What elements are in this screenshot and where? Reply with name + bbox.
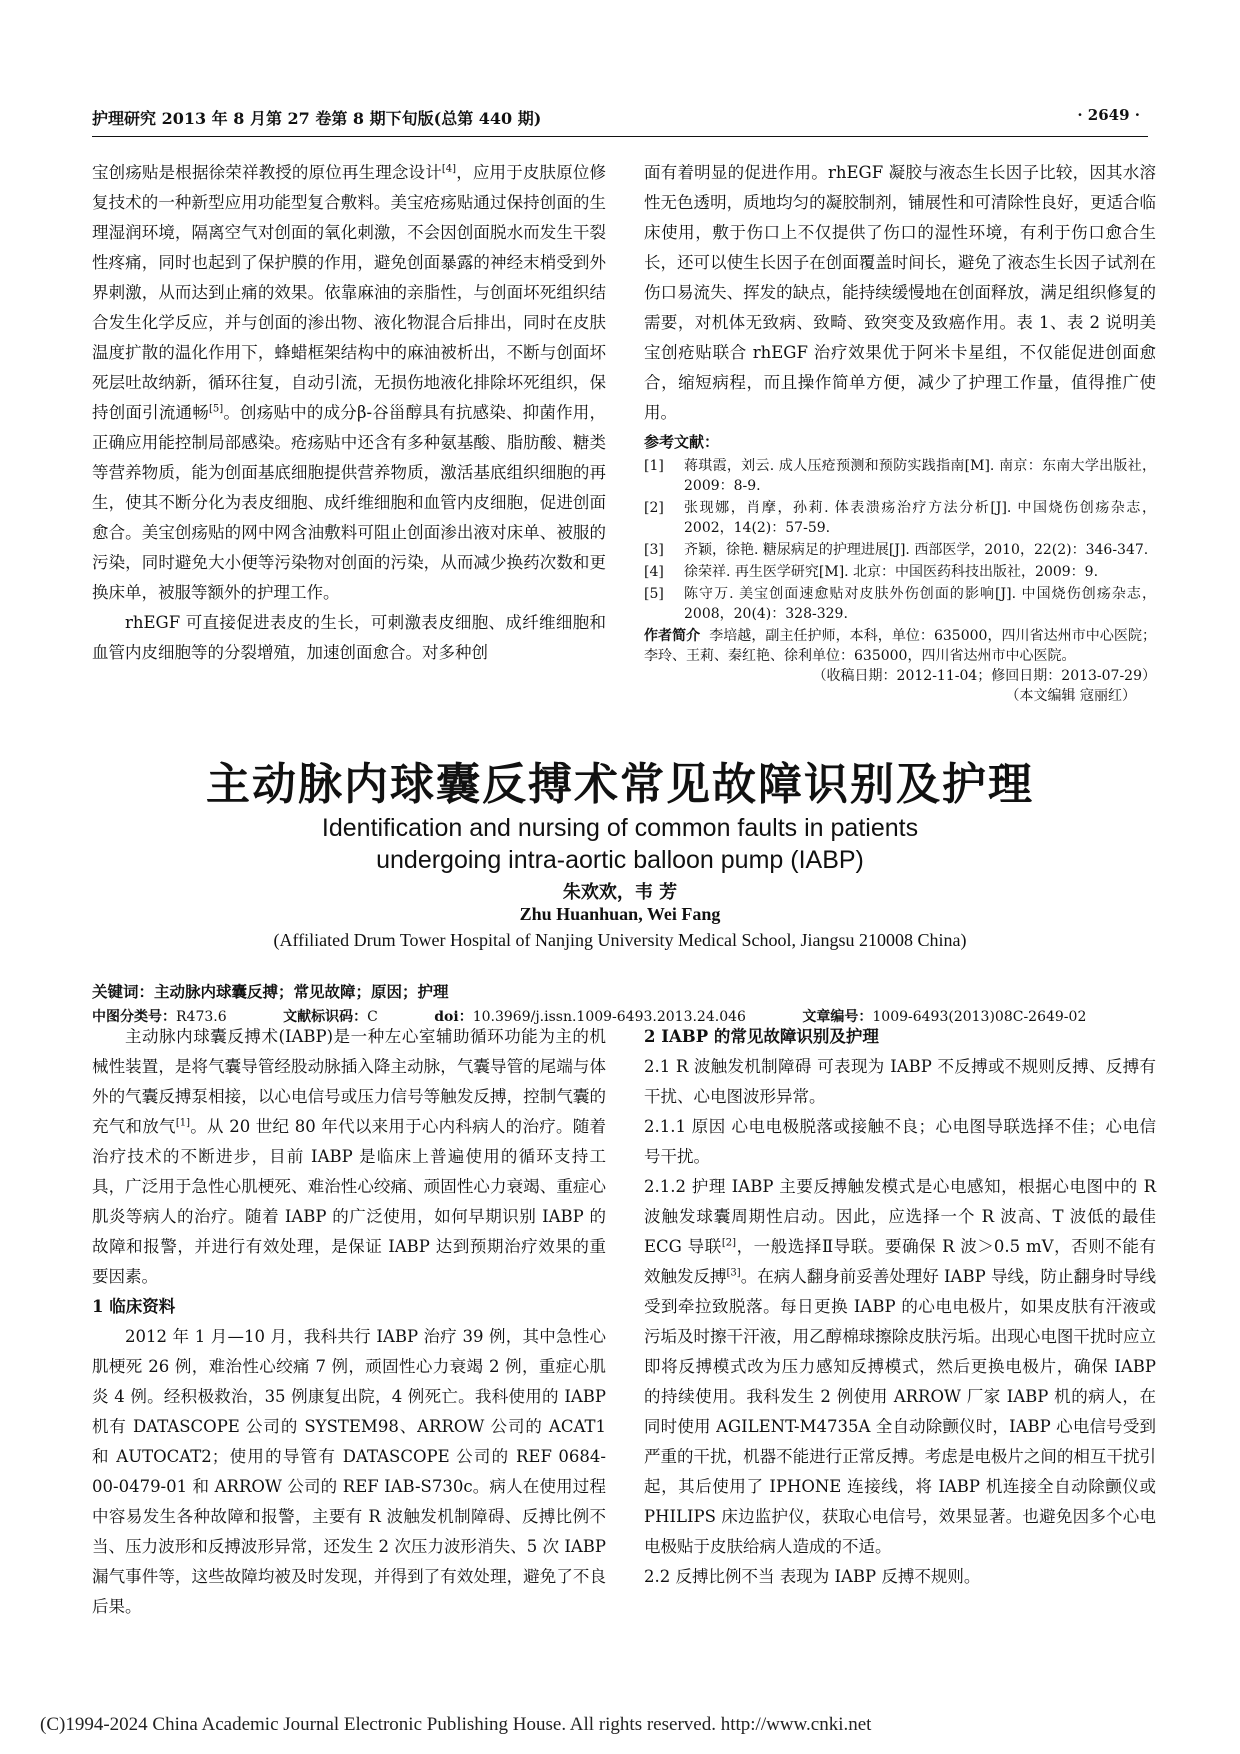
text-span: 主动脉内球囊反搏术(IABP)是一种左心室辅助循环功能为主的机械性装置，是将气囊导管经股动脉插入降主动脉，气囊导管的尾端与体外的气囊反搏泵相接，以心电信号或压力信号等触发反搏，控制气囊的充气和放气 bbox=[92, 1027, 606, 1136]
prev-paragraph-3: 面有着明显的促进作用。rhEGF 凝胶与液态生长因子比较，因其水溶性无色透明，质地均匀的凝胶制剂，铺展性和可清除性良好，更适合临床使用，敷于伤口上不仅提供了伤口的湿性环境，有利于伤口愈合生长，还可以使生长因子在创面覆盖时间长，避免了液态生长因子试剂在伤口易流失、挥发的缺点，能持续缓慢地在创面释放，满足组织修复的需要，对机体无致病、致畸、致突变及致癌作用。表 1、表 2 说明美宝创疮贴联合 rhEGF 治疗效果优于阿米卡星组，不仅能促进创面愈合，缩短病程，而且操作简单方便，减少了护理工作量，值得推广使用。 bbox=[644, 163, 1156, 422]
editor-note: （本文编辑 寇丽红） bbox=[1005, 688, 1136, 704]
meta-label: 中图分类号： bbox=[92, 1009, 176, 1025]
reference-item bbox=[644, 456, 1156, 496]
received-dates: （收稿日期：2012-11-04；修回日期：2013-07-29） bbox=[812, 668, 1156, 684]
reference-text: 蒋琪霞，刘云. 成人压疮预测和预防实践指南[M]. 南京：东南大学出版社，2009：8-9. bbox=[684, 458, 1156, 494]
prev-article-right-column bbox=[644, 158, 1156, 706]
section-heading-1: 1 临床资料 bbox=[92, 1297, 176, 1316]
author-bio-text: 李培越，副主任护师，本科，单位：635000，四川省达州市中心医院；李玲、王莉、秦红艳、徐利单位：635000，四川省达州市中心医院。 bbox=[644, 628, 1156, 664]
citation: [3] bbox=[726, 1267, 741, 1279]
reference-number: [3] bbox=[644, 542, 664, 558]
subsection-2-2: 2.2 反搏比例不当 表现为 IABP 反搏不规则。 bbox=[644, 1567, 981, 1586]
meta-value: C bbox=[367, 1009, 378, 1025]
author-bio bbox=[644, 626, 1156, 666]
reference-number: [4] bbox=[644, 564, 664, 580]
reference-number: [5] bbox=[644, 586, 664, 602]
prev-article-left-column bbox=[92, 158, 606, 668]
reference-text: 陈守万. 美宝创面速愈贴对皮肤外伤创面的影响[J]. 中国烧伤创疡杂志，2008，20(4)：328-329. bbox=[684, 586, 1156, 622]
reference-text: 徐荣祥. 再生医学研究[M]. 北京：中国医药科技出版社，2009：9. bbox=[684, 564, 1099, 580]
text-span: ，一般选择Ⅱ导联。要确保 R 波＞0.5 mV，否则不能有效触发反搏 bbox=[644, 1237, 1156, 1286]
meta-label: 文章编号： bbox=[802, 1009, 873, 1025]
subsection-2-1-2 bbox=[644, 1172, 1156, 1562]
citation: [5] bbox=[208, 403, 224, 415]
authors-cn: 朱欢欢，韦 芳 bbox=[562, 882, 678, 903]
title-en-line-1: Identification and nursing of common faults in patients bbox=[321, 814, 919, 842]
article-left-column bbox=[92, 1022, 606, 1622]
subsection-2-1: 2.1 R 波触发机制障碍 可表现为 IABP 不反搏或不规则反搏、反搏有干扰、心电图波形异常。 bbox=[644, 1057, 1156, 1106]
author-bio-label: 作者简介 bbox=[644, 628, 701, 644]
section-1-paragraph: 2012 年 1 月—10 月，我科共行 IABP 治疗 39 例，其中急性心肌梗死 26 例，难治性心绞痛 7 例，顽固性心力衰竭 2 例，重症心肌炎 4 例。经积极救治，35 例康复出院，4 例死亡。我科使用的 IABP 机有 DATASCOPE 公司的 SYSTEM98、ARROW 公司的 ACAT1 和 AUTOCAT2；使用的导管有 DATASCOPE 公司的 REF 0684-00-0479-01 和 ARROW 公司的 REF IAB-S730c。病人在使用过程中容易发生各种故障和报警，主要有 R 波触发机制障碍、反搏比例不当、压力波形和反搏波形异常，还发生 2 次压力波形消失、5 次 IABP 漏气事件等，这些故障均被及时发现，并得到了有效处理，避免了不良后果。 bbox=[92, 1327, 606, 1616]
citation: [2] bbox=[721, 1237, 737, 1249]
keywords: 关键词：主动脉内球囊反搏；常见故障；原因；护理 bbox=[92, 982, 449, 1001]
intro-paragraph bbox=[92, 1022, 606, 1292]
meta-value: 10.3969/j.issn.1009-6493.2013.24.046 bbox=[472, 1009, 746, 1025]
meta-value: 1009-6493(2013)08C-2649-02 bbox=[872, 1009, 1087, 1025]
prev-paragraph-1 bbox=[92, 158, 606, 608]
copyright-footer: (C)1994-2024 China Academic Journal Electronic Publishing House. All rights reserved. http://www.cnki.net bbox=[40, 1714, 872, 1735]
text-span: 2.1.2 护理 IABP 主要反搏触发模式是心电感知，根据心电图中的 R 波触发球囊周期性启动。因此，应选择一个 R 波高、T 波低的最佳 ECG 导联 bbox=[644, 1177, 1156, 1256]
text-span: 。创疡贴中的成分β-谷甾醇具有抗感染、抑菌作用，正确应用能控制局部感染。疮疡贴中还含有多种氨基酸、脂肪酸、糖类等营养物质，能为创面基底细胞提供营养物质，激活基底组织细胞的再生，使其不断分化为表皮细胞、成纤维细胞和血管内皮细胞，促进创面愈合。美宝创疡贴的网中网含油敷料可阻止创面渗出液对床单、被服的污染，同时避免大小便等污染物对创面的污染，从而减少换药次数和更换床单，被服等额外的护理工作。 bbox=[92, 403, 606, 602]
title-en-line-2: undergoing intra-aortic balloon pump (IABP) bbox=[376, 846, 864, 874]
affiliation: (Affiliated Drum Tower Hospital of Nanjing University Medical School, Jiangsu 210008 China) bbox=[273, 930, 967, 950]
reference-list bbox=[644, 456, 1156, 624]
reference-text: 齐颖，徐艳. 糖尿病足的护理进展[J]. 西部医学，2010，22(2)：346-347. bbox=[684, 542, 1149, 558]
text-span: 宝创疡贴是根据徐荣祥教授的原位再生理念设计 bbox=[92, 163, 442, 182]
authors-en: Zhu Huanhuan, Wei Fang bbox=[519, 904, 721, 924]
header-rule bbox=[92, 136, 1148, 137]
reference-number: [2] bbox=[644, 500, 664, 516]
meta-label: 文献标识码： bbox=[283, 1009, 368, 1025]
meta-label: doi： bbox=[434, 1009, 473, 1025]
reference-number: [1] bbox=[644, 458, 664, 474]
reference-item bbox=[644, 562, 1156, 582]
running-header: 护理研究 2013 年 8 月第 27 卷第 8 期下旬版(总第 440 期) bbox=[92, 109, 542, 128]
text-span: 。从 20 世纪 80 年代以来用于心内科病人的治疗。随着治疗技术的不断进步，目前 IABP 是临床上普遍使用的循环支持工具，广泛用于急性心肌梗死、难治性心绞痛、顽固性心力衰竭、重症心肌炎等病人的治疗。随着 IABP 的广泛使用，如何早期识别 IABP 的故障和报警，并进行有效处理，是保证 IABP 达到预期治疗效果的重要因素。 bbox=[92, 1117, 606, 1286]
section-heading-2: 2 IABP 的常见故障识别及护理 bbox=[644, 1027, 879, 1046]
text-span: 。在病人翻身前妥善处理好 IABP 导线，防止翻身时导线受到牵拉致脱落。每日更换 IABP 的心电电极片，如果皮肤有汗液或污垢及时擦干汗液，用乙醇棉球擦除皮肤污垢。出现心电图干扰时应立即将反搏模式改为压力感知反搏模式，然后更换电极片，确保 IABP 的持续使用。我科发生 2 例使用 ARROW 厂家 IABP 机的病人，在同时使用 AGILENT-M4735A 全自动除颤仪时，IABP 心电信号受到严重的干扰，机器不能进行正常反搏。考虑是电极片之间的相互干扰引起，其后使用了 IPHONE 连接线，将 IABP 机连接全自动除颤仪或 PHILIPS 床边监护仪，获取心电信号，效果显著。也避免因多个心电电极贴于皮肤给病人造成的不适。 bbox=[644, 1267, 1156, 1556]
meta-value: R473.6 bbox=[176, 1009, 227, 1025]
article-title-en bbox=[0, 812, 1240, 876]
prev-paragraph-2: rhEGF 可直接促进表皮的生长，可刺激表皮细胞、成纤维细胞和血管内皮细胞等的分裂增殖，加速创面愈合。对多种创 bbox=[92, 613, 606, 662]
reference-item bbox=[644, 540, 1156, 560]
article-right-column bbox=[644, 1022, 1156, 1592]
citation: [1] bbox=[175, 1117, 190, 1129]
reference-text: 张现娜，肖摩，孙莉. 体表溃疡治疗方法分析[J]. 中国烧伤创疡杂志，2002，14(2)：57-59. bbox=[684, 500, 1156, 536]
page-number: · 2649 · bbox=[1077, 106, 1140, 124]
references-title: 参考文献： bbox=[644, 433, 720, 451]
text-span: ，应用于皮肤原位修复技术的一种新型应用功能型复合敷料。美宝疮疡贴通过保持创面的生理湿润环境，隔离空气对创面的氧化刺激，不会因创面脱水而发生干裂性疼痛，同时也起到了保护膜的作用，避免创面暴露的神经末梢受到外界刺激，从而达到止痛的效果。依靠麻油的亲脂性，与创面坏死组织结合发生化学反应，并与创面的渗出物、液化物混合后排出，同时在皮肤温度扩散的温化作用下，蜂蜡框架结构中的麻油被析出，不断与创面坏死层吐故纳新，循环往复，自动引流，无损伤地液化排除坏死组织，保持创面引流通畅 bbox=[92, 163, 607, 422]
reference-item bbox=[644, 584, 1156, 624]
reference-item bbox=[644, 498, 1156, 538]
subsection-2-1-1: 2.1.1 原因 心电电极脱落或接触不良；心电图导联选择不佳；心电信号干扰。 bbox=[644, 1117, 1156, 1166]
citation: [4] bbox=[441, 163, 457, 175]
article-title-cn: 主动脉内球囊反搏术常见故障识别及护理 bbox=[206, 759, 1034, 810]
